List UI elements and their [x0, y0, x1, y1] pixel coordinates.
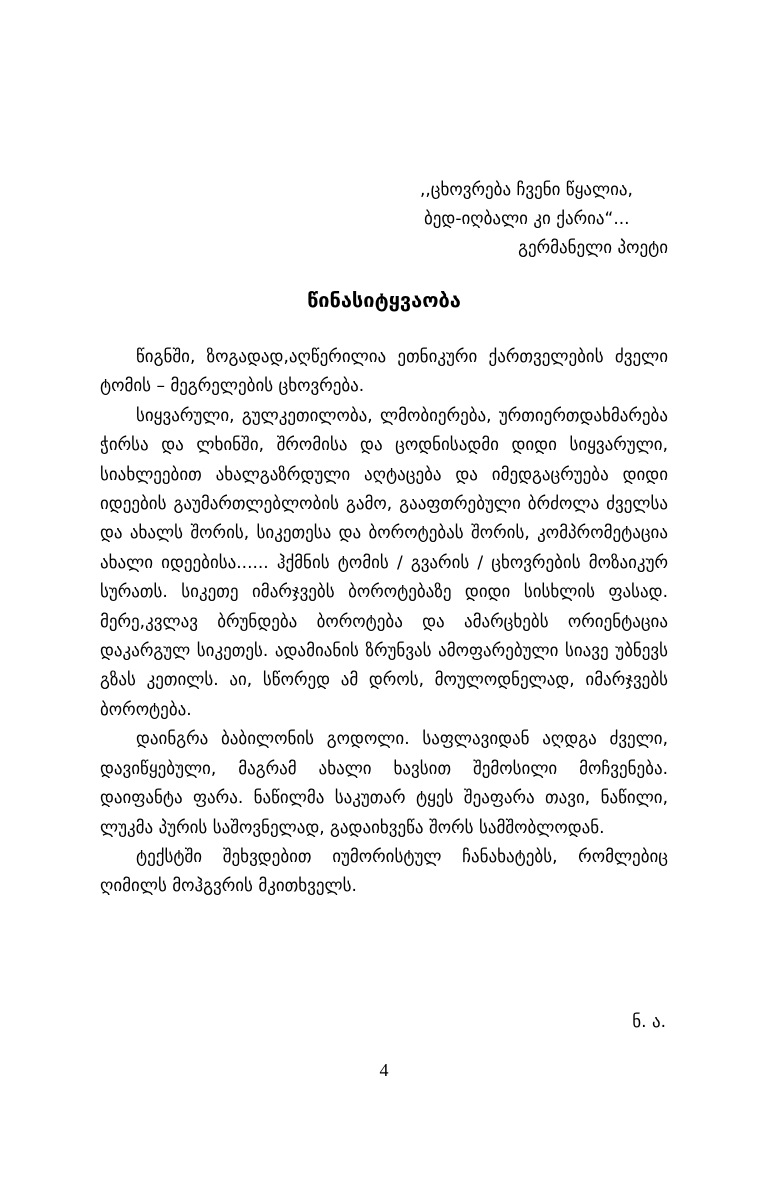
- paragraph: დაინგრა ბაბილონის გოდოლი. საფლავიდან აღდგა ძველი, დავიწყებული, მაგრამ ახალი ხავსით შემოსილი მოჩვენება. დაიფანტა ფარა. ნაწილმა საკუთარ ტყეს შეაფარა თავი, ნაწილი, ლუკმა პურის საშოვნელად, გადაიხვეწა შორს სამშობლოდან.: [100, 729, 668, 838]
- paragraph: წიგნში, ზოგადად,აღწერილია ეთნიკური ქართველების ძველი ტომის – მეგრელების ცხოვრება.: [100, 347, 668, 397]
- foreword-title: წინასიტყვაობა: [307, 288, 461, 312]
- epigraph-line: ბედ-იღბალი კი ქარია“...: [424, 209, 630, 229]
- epigraph: [420, 176, 670, 263]
- author-signature: ნ. ა.: [632, 1012, 666, 1032]
- epigraph-line: ,,ცხოვრება ჩვენი წყალია,: [420, 180, 633, 200]
- paragraph: სიყვარული, გულკეთილობა, ლმობიერება, ურთიერთდახმარება ჭირსა და ლხინში, შრომისა და ცოდნისადმი დიდი სიყვარული, სიახლეებით ახალგაზრდული აღტაცება და იმედგაცრუება დიდი იდეების გაუმართლებლობის გამო, გააფთრებული ბრძოლა ძველსა და ახალს შორის, სიკეთესა და ბოროტებას შორის, კომპრომეტაცია ახალი იდეებისა...... ჰქმნის ტომის / გვარის / ცხოვრების მოზაიკურ სურათს. სიკეთე იმარჯვებს ბოროტებაზე დიდი სისხლის ფასად. მერე,კვლავ ბრუნდება ბოროტება და ამარცხებს ორიენტაცია დაკარგულ სიკეთეს. ადამიანის ზრუნვას ამოფარებული სიავე უბნევს გზას კეთილს. აი, სწორედ ამ დროს, მოულოდნელად, იმარჯვებს ბოროტება.: [100, 405, 668, 720]
- foreword-body: [100, 343, 668, 902]
- paragraph: ტექსტში შეხვდებით იუმორისტულ ჩანახატებს, რომლებიც ღიმილს მოჰგვრის მკითხველს.: [100, 846, 668, 897]
- page-number: 4: [379, 1060, 389, 1080]
- epigraph-author: გერმანელი პოეტი: [518, 238, 668, 258]
